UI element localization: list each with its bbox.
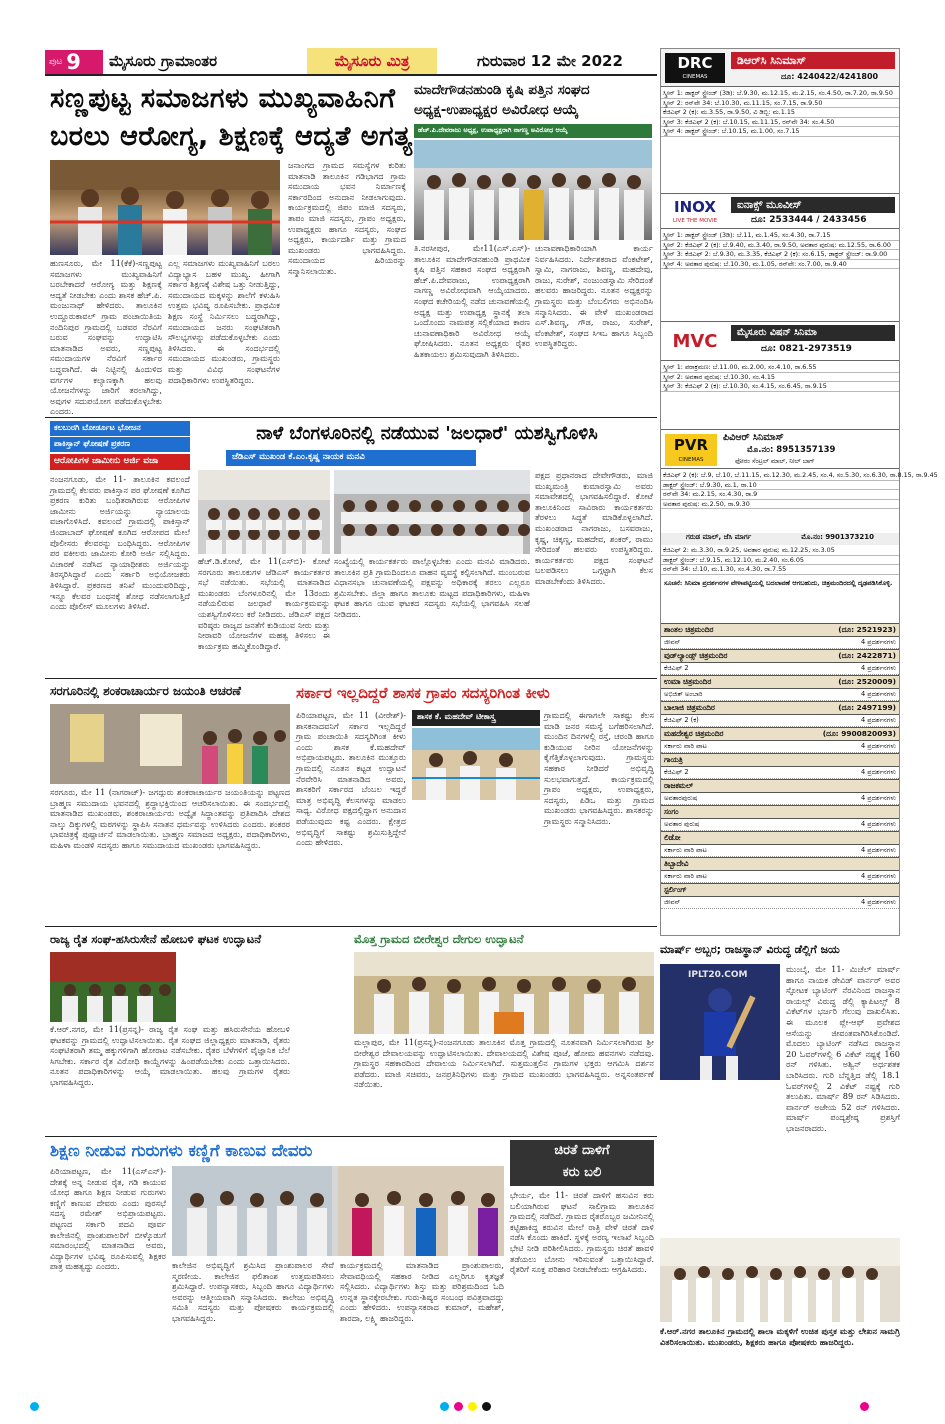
theater-name: ಸ್ಟರ್ಲಿಂಗ್ <box>664 885 687 894</box>
theater-show-row <box>661 871 899 883</box>
story7-headline: ಮೊತ್ತ ಗ್ರಾಮದ ಬೀರೇಶ್ವರ ದೇಗುಲ ಉದ್ಘಾಟನೆ <box>354 932 524 946</box>
inox-logo <box>665 197 725 227</box>
page-number-box <box>45 50 103 74</box>
masthead <box>45 48 657 76</box>
theater-shows: 4 ಪ್ರದರ್ಶನಗಳು <box>860 690 896 698</box>
story1-photo <box>50 160 280 255</box>
story4-photo-illustration <box>50 704 290 784</box>
theater-phone: (ದೂ: 2422871) <box>838 651 896 660</box>
theater-shows: 4 ಪ್ರದರ್ಶನಗಳು <box>860 638 896 646</box>
theater-movie: ಜೀವನ್ <box>664 638 681 646</box>
theater-show-row <box>661 767 899 779</box>
story8-text-c: ಕಾರ್ಯಕ್ರಮದಲ್ಲಿ ಮಾತನಾಡಿದ ಪ್ರಾಂಶುಪಾಲರು, ಸೇವಾವಧಿಯಲ್ಲಿ ಸಹಕಾರ ನೀಡಿದ ಎಲ್ಲರಿಗೂ ಕೃತಜ್ಞತೆ ಸಲ್ಲಿಸಿದರು. ವಿದ್ಯಾರ್ಥಿಗಳು ಶಿಸ್ತು ಮತ್ತು ಪರಿಶ್ರಮದಿಂದ ಓದಿ ಉನ್ನತ ಸ್ಥಾನಕ್ಕೇರಬೇಕು. ಗುರು-ಶಿಷ್ಯರ ಸಂಬಂಧ ಪವಿತ್ರವಾದದ್ದು ಎಂದು ಹೇಳಿದರು. ಉಪನ್ಯಾಸಕರಾದ ಕುಮಾರ್, ಮಹೇಶ್, ಶಾರದಾ, ಲಕ್ಷ್ಮಿ ಹಾಜರಿದ್ದರು. <box>340 1260 504 1323</box>
story2-caption-bar: ಹೆಚ್.ಪಿ.ದೇವರಾಜು ಅಧ್ಯಕ್ಷ, ಉಪಾಧ್ಯಕ್ಷರಾಗಿ ನಾಗಣ್ಣ ಅವಿರೋಧ ಆಯ್ಕೆ <box>414 124 652 138</box>
story10-photo-2 <box>660 1238 900 1322</box>
garuda-schedule <box>661 546 899 576</box>
sidebar-label1: ಕಲಬುರಗಿ ಬೋರ್ಡೂಟ ಭೋಜನ <box>50 421 190 436</box>
theater-movie: ಅವತಾರ ಪುರುಷ <box>664 820 700 828</box>
theater-name: ತಿಬ್ಬಾದೇವಿ <box>664 859 689 868</box>
drc-row: ಸ್ಕ್ರೀನ್ 1: ಡಾಕ್ಟರ್ ಸ್ಟ್ರೇಂಜ್ (3ಡಿ): ಬೆ.9.30, ಮ.12.15, ಮ.2.15, ಸಂ.4.50, ರಾ.7.20, ರಾ.9.50 <box>661 89 899 99</box>
drc-logo <box>665 53 725 83</box>
pvr-logo-text: PVR <box>673 436 709 454</box>
pvr-row: ಡಾಕ್ಟರ್ ಸ್ಟ್ರೇಂಜ್: ಬೆ.9.30, ಮ.1, ರಾ.10 <box>661 481 899 491</box>
divider <box>45 1136 657 1137</box>
drc-header <box>661 49 899 87</box>
theater-show-row <box>661 897 899 909</box>
story4-headline: ಸರಗೂರಿನಲ್ಲಿ ಶಂಕರಾಚಾರ್ಯರ ಜಯಂತಿ ಆಚರಣೆ <box>50 684 241 698</box>
story3-headline: ನಾಳೆ ಬೆಂಗಳೂರಿನಲ್ಲಿ ನಡೆಯುವ 'ಜಲಧಾರೆ' ಯಶಸ್ವಿಗೊಳಿಸಿ <box>256 423 598 444</box>
theater-movie: ಅಭಿಜಿತ್ ಅಂಬಾರಿ <box>664 690 703 698</box>
story10-photo-2-illustration <box>660 1238 900 1322</box>
divider <box>45 926 657 927</box>
theater-name: ರಾಜಕಮಲ್ <box>664 781 694 790</box>
issue-date: ಗುರುವಾರ 12 ಮೇ 2022 <box>477 52 623 70</box>
theater-header <box>661 831 899 845</box>
inox-name: ಐನಾಕ್ಸ್ ಮೂವೀಸ್ <box>731 197 895 213</box>
garuda-row: ರನ್‌ವೇ 34: ಬೆ.10, ಮ.1.30, ಸಂ.4.30, ರಾ.7.55 <box>661 565 899 575</box>
drc-row: ಕೆಜಿಎಫ್ 2 (ಕ): ಮ.3.55, ರಾ.9.50, ವಿ ಡಿಬ್ಬಿ: ಮ.1.15 <box>661 108 899 118</box>
theater-name: ಉಮಾ ಚಿತ್ರಮಂದಿರ <box>664 677 712 686</box>
story7-text: ಮಲ್ಲಾಪುರ, ಮೇ 11(ಪ್ರಸನ್ನ)-ನಂಜನಗೂಡು ತಾಲೂಕಿನ ಮೊತ್ತ ಗ್ರಾಮದಲ್ಲಿ ನೂತನವಾಗಿ ನಿರ್ಮಿಸಲಾಗಿರುವ ಶ್ರೀ ಬೀರೇಶ್ವರ ದೇವಾಲಯವನ್ನು ಉದ್ಘಾಟಿಸಲಾಯಿತು. ದೇವಾಲಯದಲ್ಲಿ ವಿಶೇಷ ಪೂಜೆ, ಹೋಮ ಹವನಗಳು ನಡೆದವು. ಗ್ರಾಮಸ್ಥರ ಸಹಕಾರದಿಂದ ದೇವಾಲಯ ನಿರ್ಮಿಸಲಾಗಿದೆ. ಸುತ್ತಮುತ್ತಲಿನ ಗ್ರಾಮಗಳ ಭಕ್ತರು ಆಗಮಿಸಿ ದರ್ಶನ ಪಡೆದರು. ಮಾಜಿ ಸಚಿವರು, ಜನಪ್ರತಿನಿಧಿಗಳು ಮತ್ತು ಗ್ರಾಮದ ಮುಖಂಡರು ಭಾಗವಹಿಸಿದ್ದರು. ಅನ್ನಸಂತರ್ಪಣೆ ನಡೆಯಿತು. <box>354 1037 654 1090</box>
story5-text-b: ಗ್ರಾಮದಲ್ಲಿ ಈಗಾಗಲೇ ಸಾಕಷ್ಟು ಕೆಲಸ ಮಾಡಿ ಜನರ ಸಮಸ್ಯೆ ಬಗೆಹರಿಸಲಾಗಿದೆ. ಮುಂದಿನ ದಿನಗಳಲ್ಲಿ ರಸ್ತೆ, ಚರಂಡಿ ಹಾಗೂ ಕುಡಿಯುವ ನೀರಿನ ಯೋಜನೆಗಳನ್ನು ಕೈಗೆತ್ತಿಕೊಳ್ಳಲಾಗುವುದು. ಗ್ರಾಮಸ್ಥರು ಸಹಕಾರ ನೀಡಿದರೆ ಅಭಿವೃದ್ಧಿ ಸುಲಭವಾಗುತ್ತದೆ. ಕಾರ್ಯಕ್ರಮದಲ್ಲಿ ಗ್ರಾಪಂ ಅಧ್ಯಕ್ಷರು, ಉಪಾಧ್ಯಕ್ಷರು, ಸದಸ್ಯರು, ಪಿಡಿಒ ಮತ್ತು ಗ್ರಾಮದ ಮುಖಂಡರು ಭಾಗವಹಿಸಿದ್ದರು. ಶಾಸಕರನ್ನು ಗ್ರಾಮಸ್ಥರು ಸನ್ಮಾನಿಸಿದರು. <box>544 710 654 826</box>
inox-row: ಸ್ಕ್ರೀನ್ 3: ಕೆಜಿಎಫ್ 2: ಬೆ.9.30, ಮ.3.35, ಕೆಜಿಎಫ್ 2 (ಕ): ಸಂ.6.15, ಡಾಕ್ಟರ್ ಸ್ಟ್ರೇಂಜ್: ರಾ.9.00 <box>661 250 899 260</box>
story1-text-left: ಹುಣಸೂರು, ಮೇ 11(ಕೆಕೆ)-ಸಣ್ಣಪುಟ್ಟ ಸಮಾಜಗಳು ಮುಖ್ಯವಾಹಿನಿಗೆ ಬರಬೇಕಾದರೆ ಆರೋಗ್ಯ ಮತ್ತು ಶಿಕ್ಷಣಕ್ಕೆ ಆದ್ಯತೆ ನೀಡಬೇಕು ಎಂದು ಶಾಸಕ ಹೆಚ್.ಪಿ. ಮಂಜುನಾಥ್ ಹೇಳಿದರು. ತಾಲೂಕಿನ ಉದ್ದೂರುಕಾವಲ್ ಗ್ರಾಮ ಪಂಚಾಯಿತಿಯ ನಂದಿನಿಪುರ ಗ್ರಾಮದಲ್ಲಿ ಬಡವರ ನೆರವಿಗೆ ಬರುವ ಸಂಘವನ್ನು ಉದ್ಘಾಟಿಸಿ ಮಾತನಾಡಿದ ಅವರು, ಸಣ್ಣಪುಟ್ಟ ಸಮುದಾಯಗಳ ನೆರವಿಗೆ ಸರ್ಕಾರ ಬದ್ಧವಾಗಿದೆ. ಈ ನಿಟ್ಟಿನಲ್ಲಿ ಹಿಂದುಳಿದ ವರ್ಗಗಳ ಕಲ್ಯಾಣಕ್ಕಾಗಿ ಹಲವು ಯೋಜನೆಗಳನ್ನು ಜಾರಿಗೆ ತರಲಾಗಿದ್ದು, ಅವುಗಳ ಸದುಪಯೋಗ ಪಡೆದುಕೊಳ್ಳಬೇಕು ಎಂದರು. <box>50 258 162 417</box>
story3-subhead: ಜೆಡಿಎಸ್ ಮುಖಂಡ ಕೆ.ಎಂ.ಕೃಷ್ಣ ನಾಯಕ ಮನವಿ <box>226 450 476 466</box>
page-label: ಪುಟ <box>49 57 63 67</box>
mvc-row: ಸ್ಕ್ರೀನ್ 3: ಕೆಜಿಎಫ್ 2 (ಕ): ಬೆ.10.30, ಸಂ.4.15, ಸಂ.6.45, ರಾ.9.15 <box>661 382 899 392</box>
theater-movie: ಕೆಜಿಎಫ್ 2 <box>664 768 689 776</box>
theater-list <box>661 623 899 935</box>
story10-text: ಮುಂಬೈ, ಮೇ 11- ಮಿಚೆಲ್ ಮಾರ್ಷ್ ಹಾಗೂ ನಾಯಕ ಡೇವಿಡ್ ವಾರ್ನರ್ ಅವರ ಸ್ಫೋಟಕ ಬ್ಯಾಟಿಂಗ್ ನೆರವಿನಿಂದ ರಾಜಸ್ಥಾನ ರಾಯಲ್ಸ್ ವಿರುದ್ಧ ಡೆಲ್ಲಿ ಕ್ಯಾಪಿಟಲ್ಸ್ 8 ವಿಕೆಟ್‌ಗಳ ಭರ್ಜರಿ ಗೆಲುವು ದಾಖಲಿಸಿತು. ಈ ಮೂಲಕ ಪ್ಲೇ-ಆಫ್ ಪ್ರವೇಶದ ಆಸೆಯನ್ನು ಜೀವಂತವಾಗಿರಿಸಿಕೊಂಡಿದೆ. ಮೊದಲು ಬ್ಯಾಟಿಂಗ್ ನಡೆಸಿದ ರಾಜಸ್ಥಾನ 20 ಓವರ್‌ಗಳಲ್ಲಿ 6 ವಿಕೆಟ್ ನಷ್ಟಕ್ಕೆ 160 ರನ್ ಗಳಿಸಿತು. ಅಶ್ವಿನ್ ಅರ್ಧಶತಕ ಬಾರಿಸಿದರು. ಗುರಿ ಬೆನ್ನತ್ತಿದ ಡೆಲ್ಲಿ 18.1 ಓವರ್‌ಗಳಲ್ಲಿ 2 ವಿಕೆಟ್ ನಷ್ಟಕ್ಕೆ ಗುರಿ ತಲುಪಿತು. ಮಾರ್ಷ್ 89 ರನ್ ಸಿಡಿಸಿದರು. ವಾರ್ನರ್ ಅಜೇಯ 52 ರನ್ ಗಳಿಸಿದರು. ಮಾರ್ಷ್ ಪಂದ್ಯಶ್ರೇಷ್ಠ ಪ್ರಶಸ್ತಿಗೆ ಭಾಜನರಾದರು. <box>786 964 900 1133</box>
garuda-label: ಗರುಡ ಮಾಲ್, ಜೆಸಿ ಮಾರ್ಗ <box>685 533 752 541</box>
story7-photo-illustration <box>354 952 654 1034</box>
theater-movie: ಜೀವನ್ <box>664 898 681 906</box>
garuda-row: ಕೆಜಿಎಫ್ 2: ಮ.3.30, ರಾ.9.25, ಅವತಾರ ಪುರುಷ: ಮ.12.25, ಸಂ.3.05 <box>661 546 899 556</box>
story9-headline-box <box>510 1140 654 1186</box>
drc-logo-text: DRC <box>677 54 713 72</box>
mvc-row: ಸ್ಕ್ರೀನ್ 2: ಅವತಾರ ಪುರುಷ: ಬೆ.10.30, ಸಂ.4.15 <box>661 373 899 383</box>
mvc-name: ಮೈಸೂರು ವಿಷನ್ ಸಿನಿಮಾ <box>731 325 895 341</box>
story9-headline-line1: ಚಿರತೆ ದಾಳಿಗೆ <box>554 1143 610 1158</box>
story3-photo <box>198 470 330 554</box>
mvc-row: ಸ್ಕ್ರೀನ್ 1: ಪರಾಕ್ರಮಣ: ಬೆ.11.00, ಮ.2.00, ಸಂ.4.10, ರಾ.6.55 <box>661 363 899 373</box>
drc-logo-sub: CINEMAS <box>682 74 708 80</box>
sidebar-headline: ಆರೋಪಿಗಳ ಜಾಮೀನು ಅರ್ಜಿ ವಜಾ <box>50 454 190 470</box>
drc-row: ಸ್ಕ್ರೀನ್ 4: ಡಾಕ್ಟರ್ ಸ್ಟ್ರೇಂಜ್: ಬೆ.10.15, ಮ.1.00, ಸಂ.7.15 <box>661 127 899 137</box>
pvr-logo <box>665 434 717 466</box>
theater-header <box>661 805 899 819</box>
theater-name: ಗಾಯತ್ರಿ <box>664 755 683 764</box>
story4-text: ಸರಗೂರು, ಮೇ 11 (ನಾಗರಾಜ್)- ಜಗದ್ಗುರು ಶಂಕರಾಚಾರ್ಯರ ಜಯಂತಿಯನ್ನು ಪಟ್ಟಣದ ಬ್ರಾಹ್ಮಣ ಸಮುದಾಯ ಭವನದಲ್ಲಿ ಶ್ರದ್ಧಾಭಕ್ತಿಯಿಂದ ಆಚರಿಸಲಾಯಿತು. ಈ ಸಂದರ್ಭದಲ್ಲಿ ಮಾತನಾಡಿದ ಮುಖಂಡರು, ಶಂಕರಾಚಾರ್ಯರು ಅದ್ವೈತ ಸಿದ್ಧಾಂತವನ್ನು ಪ್ರತಿಪಾದಿಸಿ ದೇಶದ ನಾಲ್ಕು ದಿಕ್ಕುಗಳಲ್ಲಿ ಮಠಗಳನ್ನು ಸ್ಥಾಪಿಸಿ ಸನಾತನ ಧರ್ಮವನ್ನು ಉಳಿಸಿದರು ಎಂದರು. ಶಂಕರರ ಭಾವಚಿತ್ರಕ್ಕೆ ಪುಷ್ಪಾರ್ಚನೆ ಮಾಡಲಾಯಿತು. ಬ್ರಾಹ್ಮಣ ಸಮಾಜದ ಅಧ್ಯಕ್ಷರು, ಪದಾಧಿಕಾರಿಗಳು, ಮಹಿಳಾ ಮಂಡಳಿ ಸದಸ್ಯರು ಹಾಗೂ ಸಮುದಾಯದ ಮುಖಂಡರು ಭಾಗವಹಿಸಿದ್ದರು. <box>50 787 290 850</box>
theater-shows: 4 ಪ್ರದರ್ಶನಗಳು <box>860 664 896 672</box>
garuda-header <box>661 533 899 545</box>
theater-movie: ಕೆಜಿಎಫ್ 2 (ಕ) <box>664 716 699 724</box>
story10-caption: ಕೆ.ಆರ್.ನಗರ ತಾಲೂಕಿನ ಗ್ರಾಮದಲ್ಲಿ ಶಾಲಾ ಮಕ್ಕಳಿಗೆ ಉಚಿತ ಪುಸ್ತಕ ಮತ್ತು ಲೇಖನ ಸಾಮಗ್ರಿ ವಿತರಿಸಲಾಯಿತು. ಮುಖಂಡರು, ಶಿಕ್ಷಕರು ಹಾಗೂ ಪೋಷಕರು ಹಾಜರಿದ್ದರು. <box>660 1326 900 1347</box>
garuda-row: ಡಾಕ್ಟರ್ ಸ್ಟ್ರೇಂಜ್: ಬೆ.9.15, ಮ.12.10, ಮ.2.40, ಸಂ.6.05 <box>661 556 899 566</box>
drc-schedule <box>661 89 899 193</box>
story7-photo <box>354 952 654 1034</box>
story5-photo-illustration <box>412 728 540 800</box>
story10-photo <box>660 964 780 1080</box>
theater-entries <box>661 623 899 909</box>
theater-phone: (ದೂ: 2521923) <box>838 625 896 634</box>
mvc-schedule <box>661 363 899 427</box>
mvc-header <box>661 321 899 361</box>
pvr-row: ಕೆಜಿಎಫ್ 2 (ಕ): ಬೆ.9, ಬೆ.10, ಬೆ.11.15, ಮ.12.30, ಮ.2.45, ಸಂ.4, ಸಂ.5.30, ಸಂ.6.30, ರಾ.8.15, ರಾ.9.45 <box>663 471 938 479</box>
theater-movie: ಅವತಾರಪುರುಷ <box>664 794 698 802</box>
mvc-phone: ದೂ: 0821-2973519 <box>761 344 852 354</box>
story8-text-b: ಕಾಲೇಜಿನ ಅಭಿವೃದ್ಧಿಗೆ ಶ್ರಮಿಸಿದ ಪ್ರಾಂಶುಪಾಲರ ಸೇವೆ ಸ್ಮರಣೀಯ. ಕಾಲೇಜಿನ ಫಲಿತಾಂಶ ಉತ್ತಮಪಡಿಸಲು ಶ್ರಮಿಸಿದ್ದಾರೆ. ಉಪನ್ಯಾಸಕರು, ಸಿಬ್ಬಂದಿ ಹಾಗೂ ವಿದ್ಯಾರ್ಥಿಗಳು ಅವರನ್ನು ಆತ್ಮೀಯವಾಗಿ ಸನ್ಮಾನಿಸಿದರು. ಕಾಲೇಜು ಅಭಿವೃದ್ಧಿ ಸಮಿತಿ ಸದಸ್ಯರು ಮತ್ತು ಪೋಷಕರು ಕಾರ್ಯಕ್ರಮದಲ್ಲಿ ಭಾಗವಹಿಸಿದ್ದರು. <box>172 1260 334 1323</box>
theater-phone: (ದೂ: 2520009) <box>838 677 896 686</box>
theater-shows: 4 ಪ್ರದರ್ಶನಗಳು <box>860 794 896 802</box>
theater-show-row <box>661 819 899 831</box>
registration-mark <box>860 1402 869 1411</box>
cinema-column <box>660 48 938 936</box>
pvr-logo-sub: CINEMAS <box>678 457 704 463</box>
story2-text-left: ತಿ.ನರಸೀಪುರ, ಮೇ11(ಎಸ್.ಎಸ್)- ತಾಲೂಕಿನ ಮಾದೇಗೌಡನಹುಂಡಿ ಪ್ರಾಥಮಿಕ ಕೃಷಿ ಪತ್ತಿನ ಸಹಕಾರ ಸಂಘದ ಅಧ್ಯಕ್ಷರಾಗಿ ಹೆಚ್.ಪಿ.ದೇವರಾಜು, ಉಪಾಧ್ಯಕ್ಷರಾಗಿ ನಾಗಣ್ಣ ಅವಿರೋಧವಾಗಿ ಆಯ್ಕೆಯಾದರು. ಸಂಘದ ಕಚೇರಿಯಲ್ಲಿ ನಡೆದ ಚುನಾವಣೆಯಲ್ಲಿ ಅಧ್ಯಕ್ಷ ಮತ್ತು ಉಪಾಧ್ಯಕ್ಷ ಸ್ಥಾನಕ್ಕೆ ತಲಾ ಒಂದೊಂದು ನಾಮಪತ್ರ ಸಲ್ಲಿಕೆಯಾದ ಕಾರಣ ಚುನಾವಣಾಧಿಕಾರಿ ಅವಿರೋಧ ಆಯ್ಕೆ ಘೋಷಿಸಿದರು. ನೂತನ ಅಧ್ಯಕ್ಷರು ರೈತರ ಹಿತಕಾಯಲು ಶ್ರಮಿಸುವುದಾಗಿ ತಿಳಿಸಿದರು. <box>414 243 530 359</box>
story5-headline: ಸರ್ಕಾರ ಇಲ್ಲದಿದ್ದರೆ ಶಾಸಕ ಗ್ರಾಪಂ ಸದಸ್ಯರಿಗಿಂತ ಕೀಳು <box>296 684 550 702</box>
story8-photo <box>172 1166 504 1256</box>
story10-headline: ಮಾರ್ಷ್ ಅಬ್ಬರ; ರಾಜಸ್ಥಾನ್ ವಿರುದ್ಧ ಡೆಲ್ಲಿಗೆ ಜಯ <box>660 943 840 956</box>
theater-name: ಸಂಗಂ <box>664 807 679 816</box>
theater-show-row <box>661 637 899 649</box>
drc-phone: ದೂ: 4240422/4241800 <box>781 72 879 81</box>
story6-photo <box>50 952 176 1022</box>
drc-name: ಡಿಆರ್‌ಸಿ ಸಿನಿಮಾಸ್ <box>731 52 895 69</box>
theater-header <box>661 753 899 767</box>
pvr-header <box>661 429 899 469</box>
theater-movie: ಸರ್ಕಾರು ವಾರಿ ಪಾಟ <box>664 846 707 854</box>
story1-text-mid: ಎಲ್ಲ ಸಮಾಜಗಳು ಮುಖ್ಯವಾಹಿನಿಗೆ ಬರಲು ವಿದ್ಯಾಭ್ಯಾಸ ಬಹಳ ಮುಖ್ಯ. ಹೀಗಾಗಿ ಸರ್ಕಾರ ಶಿಕ್ಷಣಕ್ಕೆ ವಿಶೇಷ ಒತ್ತು ನೀಡುತ್ತಿದ್ದು, ಸಮುದಾಯದ ಮಕ್ಕಳನ್ನು ಶಾಲೆಗೆ ಕಳುಹಿಸಿ ಉತ್ತಮ ಭವಿಷ್ಯ ರೂಪಿಸಬೇಕು. ಪ್ರಾಥಮಿಕ ಶಿಕ್ಷಣ ಸಂಸ್ಥೆ ನಿರ್ಮಿಸಲು ಬದ್ಧರಾಗಿದ್ದು, ಸಮುದಾಯದ ಜನರು ಸಂಘಟಿತರಾಗಿ ಸೌಲಭ್ಯಗಳನ್ನು ಪಡೆದುಕೊಳ್ಳಬೇಕು ಎಂದು ತಿಳಿಸಿದರು. ಈ ಸಂದರ್ಭದಲ್ಲಿ ಸಮುದಾಯದ ಮುಖಂಡರು, ಗ್ರಾಮಸ್ಥರು ಮತ್ತು ವಿವಿಧ ಸಂಘಟನೆಗಳ ಪದಾಧಿಕಾರಿಗಳು ಉಪಸ್ಥಿತರಿದ್ದರು. <box>168 258 280 385</box>
story1-text-right: ಜನಾಂಗದ ಗ್ರಾಮದ ಸಮಸ್ಯೆಗಳ ಕುರಿತು ಮಾತನಾಡಿ ತಾಲೂಕಿನ ಗಡಿಭಾಗದ ಗ್ರಾಮ ಸಮುದಾಯ ಭವನ ನಿರ್ಮಾಣಕ್ಕೆ ಸರ್ಕಾರದಿಂದ ಅನುದಾನ ನೀಡಲಾಗುವುದು. ಕಾರ್ಯಕ್ರಮದಲ್ಲಿ ಜಿಪಂ ಮಾಜಿ ಸದಸ್ಯರು, ತಾಪಂ ಮಾಜಿ ಸದಸ್ಯರು, ಗ್ರಾಪಂ ಅಧ್ಯಕ್ಷರು, ಉಪಾಧ್ಯಕ್ಷರು ಹಾಗೂ ಸದಸ್ಯರು, ಸಂಘದ ಅಧ್ಯಕ್ಷರು, ಕಾರ್ಯದರ್ಶಿ ಮತ್ತು ಗ್ರಾಮದ ಮುಖಂಡರು ಭಾಗವಹಿಸಿದ್ದರು. ಸಮುದಾಯದ ಹಿರಿಯರನ್ನು ಸನ್ಮಾನಿಸಲಾಯಿತು. <box>288 160 406 276</box>
theater-shows: 4 ಪ್ರದರ್ಶನಗಳು <box>860 742 896 750</box>
theater-shows: 4 ಪ್ರದರ್ಶನಗಳು <box>860 872 896 880</box>
theater-name: ಬಾಲಾಜಿ ಚಿತ್ರಮಂದಿರ <box>664 703 715 712</box>
story6-text: ಕೆ.ಆರ್.ನಗರ, ಮೇ 11(ಪ್ರಸನ್ನ)- ರಾಜ್ಯ ರೈತ ಸಂಘ ಮತ್ತು ಹಸಿರುಸೇನೆಯ ಹೋಬಳಿ ಘಟಕವನ್ನು ಗ್ರಾಮದಲ್ಲಿ ಉದ್ಘಾಟಿಸಲಾಯಿತು. ರೈತ ಸಂಘದ ಜಿಲ್ಲಾಧ್ಯಕ್ಷರು ಮಾತನಾಡಿ, ರೈತರು ಸಂಘಟಿತರಾಗಿ ತಮ್ಮ ಹಕ್ಕುಗಳಿಗಾಗಿ ಹೋರಾಟ ನಡೆಸಬೇಕು. ರೈತರ ಬೆಳೆಗಳಿಗೆ ವೈಜ್ಞಾನಿಕ ಬೆಲೆ ಸಿಗಬೇಕು. ಸರ್ಕಾರ ರೈತ ವಿರೋಧಿ ಕಾಯ್ದೆಗಳನ್ನು ಹಿಂಪಡೆಯಬೇಕು ಎಂದು ಒತ್ತಾಯಿಸಿದರು. ನೂತನ ಪದಾಧಿಕಾರಿಗಳನ್ನು ಆಯ್ಕೆ ಮಾಡಲಾಯಿತು. ಹಲವು ಗ್ರಾಮಗಳ ರೈತರು ಭಾಗವಹಿಸಿದ್ದರು. <box>50 1024 290 1087</box>
theater-header <box>661 675 899 689</box>
story10-photo-illustration <box>660 964 780 1080</box>
inox-row: ಸ್ಕ್ರೀನ್ 1: ಡಾಕ್ಟರ್ ಸ್ಟ್ರೇಂಜ್ (3ಡಿ): ಬೆ.11, ಮ.1.45, ಸಂ.4.30, ರಾ.7.15 <box>661 231 899 241</box>
inox-logo-text: INOX <box>674 198 716 216</box>
mvc-logo: MVC <box>672 331 718 352</box>
theater-header <box>661 779 899 793</box>
story2-text-right: ಚುನಾವಣಾಧಿಕಾರಿಯಾಗಿ ಕಾರ್ಯ ನಿರ್ವಹಿಸಿದರು. ನಿರ್ದೇಶಕರಾದ ವೆಂಕಟೇಶ್, ಸ್ವಾಮಿ, ನಾಗರಾಜು, ಶಿವಣ್ಣ, ಮಹದೇವು, ರಾಜು, ಸುರೇಶ್, ನಂಜುಂಡಸ್ವಾಮಿ ಸೇರಿದಂತೆ ಹಲವರು ಹಾಜರಿದ್ದರು. ನೂತನ ಅಧ್ಯಕ್ಷರನ್ನು ಗ್ರಾಮಸ್ಥರು ಮತ್ತು ಬೆಂಬಲಿಗರು ಅಭಿನಂದಿಸಿ ಸನ್ಮಾನಿಸಿದರು. ಈ ವೇಳೆ ಮುಖಂಡರಾದ ಎಸ್.ಶಿವಣ್ಣ, ಗೌಡ, ರಾಜು, ಸುರೇಶ್, ವೆಂಕಟೇಶ್, ಸಂಘದ ಸಿಇಒ ಹಾಗೂ ಸಿಬ್ಬಂದಿ ಉಪಸ್ಥಿತರಿದ್ದರು. <box>535 243 653 349</box>
theater-header <box>661 883 899 897</box>
theater-name: ಶಾಂತಲ ಚಿತ್ರಮಂದಿರ <box>664 625 714 634</box>
story2-headline-line1: ಮಾದೇಗೌಡನಹುಂಡಿ ಕೃಷಿ ಪತ್ತಿನ ಸಂಘದ <box>414 82 590 98</box>
story6-headline: ರಾಜ್ಯ ರೈತ ಸಂಘ-ಹಸಿರುಸೇನೆ ಹೋಬಳಿ ಘಟಕ ಉದ್ಘಾಟನೆ <box>50 932 262 946</box>
story1-headline-line1: ಸಣ್ಣಪುಟ್ಟ ಸಮಾಜಗಳು ಮುಖ್ಯವಾಹಿನಿಗೆ <box>50 83 396 114</box>
theater-header <box>661 623 899 637</box>
story5-photo <box>412 728 540 800</box>
garuda-phone: ಮೊ.ನಂ: 9901373210 <box>801 533 875 541</box>
story3-photo-illustration <box>198 470 330 554</box>
theater-movie: ಕೆಜಿಎಫ್ 2 <box>664 664 689 672</box>
story3-photo-2-illustration <box>334 470 530 554</box>
registration-mark <box>468 1402 477 1411</box>
theater-shows: 4 ಪ್ರದರ್ಶನಗಳು <box>860 820 896 828</box>
story2-photo <box>414 140 652 240</box>
theater-show-row <box>661 663 899 675</box>
inox-schedule <box>661 231 899 321</box>
theater-shows: 4 ಪ್ರದರ್ಶನಗಳು <box>860 716 896 724</box>
pvr-row: ಅವತಾರ ಪುರುಷ: ಮ.2.50, ರಾ.9.30 <box>661 500 899 510</box>
story5-text-a: ಪಿರಿಯಾಪಟ್ಟಣ, ಮೇ 11 (ವೀರೇಶ್)- ಶಾಸಕನಾದವನಿಗೆ ಸರ್ಕಾರ ಇಲ್ಲದಿದ್ದರೆ ಗ್ರಾಮ ಪಂಚಾಯಿತಿ ಸದಸ್ಯರಿಗಿಂತ ಕೀಳು ಎಂದು ಶಾಸಕ ಕೆ.ಮಹದೇವ್ ಅಭಿಪ್ರಾಯಪಟ್ಟರು. ತಾಲೂಕಿನ ಮುತ್ತೂರು ಗ್ರಾಮದಲ್ಲಿ ನೂತನ ಕಟ್ಟಡ ಉದ್ಘಾಟನೆ ನೆರವೇರಿಸಿ ಮಾತನಾಡಿದ ಅವರು, ಶಾಸಕರಿಗೆ ಸರ್ಕಾರದ ಬೆಂಬಲ ಇದ್ದರೆ ಮಾತ್ರ ಅಭಿವೃದ್ಧಿ ಕೆಲಸಗಳನ್ನು ಮಾಡಲು ಸಾಧ್ಯ. ವಿರೋಧ ಪಕ್ಷದಲ್ಲಿದ್ದಾಗ ಅನುದಾನ ಪಡೆಯುವುದು ಕಷ್ಟ ಎಂದರು. ಕ್ಷೇತ್ರದ ಅಭಿವೃದ್ಧಿಗೆ ಸಾಕಷ್ಟು ಶ್ರಮಿಸುತ್ತಿದ್ದೇನೆ ಎಂದು ಹೇಳಿದರು. <box>296 710 406 848</box>
story9-headline-line2: ಕರು ಬಲಿ <box>562 1165 602 1180</box>
sidebar-text: ನಂಜನಗೂಡು, ಮೇ 11- ತಾಲೂಕಿನ ಕವಲಂದೆ ಗ್ರಾಮದಲ್ಲಿ ಕೆಲವರು ಪಾಕಿಸ್ತಾನ ಪರ ಘೋಷಣೆ ಕೂಗಿದ ಪ್ರಕರಣ ಕುರಿತು ಬಂಧಿತರಾಗಿರುವ ಆರೋಪಿಗಳ ಜಾಮೀನು ಅರ್ಜಿಯನ್ನು ನ್ಯಾಯಾಲಯ ವಜಾಗೊಳಿಸಿದೆ. ಕವಲಂದೆ ಗ್ರಾಮದಲ್ಲಿ ಪಾಕಿಸ್ತಾನ್ ಜಿಂದಾಬಾದ್ ಘೋಷಣೆ ಕೂಗಿದ ಆರೋಪದ ಮೇಲೆ ಪೊಲೀಸರು ಕೆಲವರನ್ನು ಬಂಧಿಸಿದ್ದರು. ಆರೋಪಿಗಳ ಪರ ವಕೀಲರು ಜಾಮೀನು ಕೋರಿ ಅರ್ಜಿ ಸಲ್ಲಿಸಿದ್ದರು. ವಿಚಾರಣೆ ನಡೆಸಿದ ನ್ಯಾಯಾಧೀಶರು ಅರ್ಜಿಯನ್ನು ತಿರಸ್ಕರಿಸಿದ್ದಾರೆ ಎಂದು ಸರ್ಕಾರಿ ಅಭಿಯೋಜಕರು ತಿಳಿಸಿದ್ದಾರೆ. ಪ್ರಕರಣದ ತನಿಖೆ ಮುಂದುವರಿದಿದ್ದು, ಇನ್ನೂ ಕೆಲವರ ಬಂಧನಕ್ಕೆ ಶೋಧ ನಡೆಸಲಾಗುತ್ತಿದೆ ಎಂದು ಪೊಲೀಸ್ ಮೂಲಗಳು ತಿಳಿಸಿವೆ. <box>50 474 190 612</box>
theater-movie: ಸರ್ಕಾರು ವಾರಿ ಪಾಟ <box>664 872 707 880</box>
story2-headline-line2: ಅಧ್ಯಕ್ಷ-ಉಪಾಧ್ಯಕ್ಷರ ಅವಿರೋಧ ಆಯ್ಕೆ <box>414 102 579 118</box>
theater-header <box>661 727 899 741</box>
inox-row: ಸ್ಕ್ರೀನ್ 2: ಕೆಜಿಎಫ್ 2 (ಕ): ಬೆ.9.40, ಮ.3.40, ರಾ.9.50, ಅವತಾರ ಪುರುಷ: ಮ.12.55, ರಾ.6.00 <box>661 241 899 251</box>
pvr-address: ಫೋರಂ ಸೆಂಟ್ರಲ್ ಮಾಲ್, ನೀಲ್ ಬಾಗ್ <box>735 458 815 465</box>
story3-text-a: ಹೆಚ್.ಡಿ.ಕೋಟೆ, ಮೇ 11(ಎಸ್‌ಬಿ)- ಕೋಟೆ ಸರಗೂರು ತಾಲೂಕುಗಳ ಜೆಡಿಎಸ್ ಕಾರ್ಯಕರ್ತರ ಸಭೆ ನಡೆಯಿತು. ಸಭೆಯಲ್ಲಿ ಮಾತನಾಡಿದ ಮುಖಂಡರು ಬೆಂಗಳೂರಿನಲ್ಲಿ ಮೇ 13ರಂದು ನಡೆಯಲಿರುವ ಜಲಧಾರೆ ಕಾರ್ಯಕ್ರಮವನ್ನು ಯಶಸ್ವಿಗೊಳಿಸಲು ಕರೆ ನೀಡಿದರು. ಜೆಡಿಎಸ್ ಪಕ್ಷದ ವರಿಷ್ಠರು ರಾಜ್ಯದ ಜನತೆಗೆ ಕುಡಿಯುವ ನೀರು ಮತ್ತು ನೀರಾವರಿ ಯೋಜನೆಗಳ ಮಹತ್ವ ತಿಳಿಸಲು ಈ ಕಾರ್ಯಕ್ರಮ ಹಮ್ಮಿಕೊಂಡಿದ್ದಾರೆ. <box>198 556 330 651</box>
ipl-watermark: IPLT20.COM <box>688 970 748 980</box>
theater-header <box>661 701 899 715</box>
registration-mark <box>440 1402 449 1411</box>
theater-show-row <box>661 845 899 857</box>
page-number: 9 <box>66 50 81 74</box>
theater-shows: 4 ಪ್ರದರ್ಶನಗಳು <box>860 846 896 854</box>
story4-photo <box>50 704 290 784</box>
story8-headline: ಶಿಕ್ಷಣ ನೀಡುವ ಗುರುಗಳು ಕಣ್ಣಿಗೆ ಕಾಣುವ ದೇವರು <box>50 1141 313 1160</box>
inox-phone: ದೂ: 2533444 / 2433456 <box>751 215 867 225</box>
divider <box>45 678 657 679</box>
story9-text: ಭೇರ್ಯ, ಮೇ 11- ಚಿರತೆ ದಾಳಿಗೆ ಹಸುವಿನ ಕರು ಬಲಿಯಾಗಿರುವ ಘಟನೆ ಸಾಲಿಗ್ರಾಮ ತಾಲೂಕಿನ ಗ್ರಾಮದಲ್ಲಿ ನಡೆದಿದೆ. ಗ್ರಾಮದ ರೈತರೊಬ್ಬರ ಜಮೀನಿನಲ್ಲಿ ಕಟ್ಟಿಹಾಕಿದ್ದ ಕರುವಿನ ಮೇಲೆ ರಾತ್ರಿ ವೇಳೆ ಚಿರತೆ ದಾಳಿ ನಡೆಸಿ ಕೊಂದು ಹಾಕಿದೆ. ಸ್ಥಳಕ್ಕೆ ಅರಣ್ಯ ಇಲಾಖೆ ಸಿಬ್ಬಂದಿ ಭೇಟಿ ನೀಡಿ ಪರಿಶೀಲಿಸಿದರು. ಗ್ರಾಮಸ್ಥರು ಚಿರತೆ ಹಾವಳಿ ತಡೆಯಲು ಬೋನು ಇರಿಸುವಂತೆ ಒತ್ತಾಯಿಸಿದ್ದಾರೆ. ರೈತರಿಗೆ ಸೂಕ್ತ ಪರಿಹಾರ ನೀಡಬೇಕೆಂದು ಆಗ್ರಹಿಸಿದರು. <box>510 1190 654 1275</box>
registration-mark <box>482 1402 491 1411</box>
pvr-phone: ಮೊ.ನಂ: 8951357139 <box>747 445 836 455</box>
section-title: ಮೈಸೂರು ಗ್ರಾಮಾಂತರ <box>109 52 218 70</box>
theater-show-row <box>661 715 899 727</box>
story3-photo-2 <box>334 470 530 554</box>
story3-text-c: ಪಕ್ಷದ ಪ್ರಧಾನರಾದ ದೇವೇಗೌಡರು, ಮಾಜಿ ಮುಖ್ಯಮಂತ್ರಿ ಕುಮಾರಸ್ವಾಮಿ ಅವರು ಸಮಾವೇಶದಲ್ಲಿ ಭಾಗವಹಿಸಲಿದ್ದಾರೆ. ಕೋಟೆ ತಾಲೂಕಿನಿಂದ ಸಾವಿರಾರು ಕಾರ್ಯಕರ್ತರು ತೆರಳಲು ಸಿದ್ಧತೆ ಮಾಡಿಕೊಳ್ಳಲಾಗಿದೆ. ಮುಖಂಡರಾದ ನಾಗರಾಜು, ಬಸವರಾಜು, ಕೃಷ್ಣ, ಚಿಕ್ಕಣ್ಣ, ಮಹದೇವ, ಶಂಕರ್, ರಾಮು ಸೇರಿದಂತೆ ಹಲವರು ಉಪಸ್ಥಿತರಿದ್ದರು. ಕಾರ್ಯಕರ್ತರು ಪಕ್ಷದ ಸಂಘಟನೆ ಬಲಪಡಿಸಲು ಒಗ್ಗಟ್ಟಾಗಿ ಕೆಲಸ ಮಾಡಬೇಕೆಂದು ತಿಳಿಸಿದರು. <box>535 470 653 586</box>
theater-name: ಲಿಡೋ <box>664 833 681 842</box>
drc-row: ಸ್ಕ್ರೀನ್ 2: ರನ್‌ವೇ 34: ಬೆ.10.30, ಮ.11.15, ಸಂ.7.15, ರಾ.9.50 <box>661 99 899 109</box>
drc-row: ಸ್ಕ್ರೀನ್ 3: ಕೆಜಿಎಫ್ 2 (ಕ): ಬೆ.10.15, ಮ.11.15, ರನ್‌ವೇ 34: ಸಂ.4.50 <box>661 118 899 128</box>
inox-row: ಸ್ಕ್ರೀನ್ 4: ಅವತಾರ ಪುರುಷ: ಬೆ.10.30, ಮ.1.05, ರನ್‌ವೇ: ಸಂ.7.00, ರಾ.9.40 <box>661 260 899 270</box>
divider <box>45 417 657 418</box>
story2-photo-illustration <box>414 140 652 240</box>
story5-label: ಶಾಸಕ ಕೆ. ಮಹದೇವ್ ಟೀಕಾಸ್ತ್ರ <box>412 710 540 726</box>
inox-header <box>661 193 899 229</box>
story8-photo-illustration <box>172 1166 504 1256</box>
story6-photo-illustration <box>50 952 176 1022</box>
theater-phone: (ದೂ: 2497199) <box>838 703 896 712</box>
theater-show-row <box>661 741 899 753</box>
pvr-name: ಪಿವಿಆರ್ ಸಿನಿಮಾಸ್ <box>723 432 784 443</box>
story3-text-b: ಸಂಖ್ಯೆಯಲ್ಲಿ ಕಾರ್ಯಕರ್ತರು ಪಾಲ್ಗೊಳ್ಳಬೇಕು ಎಂದು ಮನವಿ ಮಾಡಿದರು. ತಾಲೂಕಿನ ಪ್ರತಿ ಗ್ರಾಮದಿಂದಲೂ ವಾಹನ ವ್ಯವಸ್ಥೆ ಕಲ್ಪಿಸಲಾಗಿದೆ. ಮುಂಬರುವ ವಿಧಾನಸಭಾ ಚುನಾವಣೆಯಲ್ಲಿ ಪಕ್ಷವನ್ನು ಅಧಿಕಾರಕ್ಕೆ ತರಲು ಎಲ್ಲರೂ ಶ್ರಮಿಸಬೇಕು. ಜಿಲ್ಲಾ ಹಾಗೂ ತಾಲೂಕು ಮಟ್ಟದ ಪದಾಧಿಕಾರಿಗಳು, ಮಹಿಳಾ ಘಟಕ ಹಾಗೂ ಯುವ ಘಟಕದ ಸದಸ್ಯರು ಸಭೆಯಲ್ಲಿ ಭಾಗವಹಿಸಿ ಸಲಹೆ ನೀಡಿದರು. <box>334 556 530 619</box>
theater-header <box>661 649 899 663</box>
theater-show-row <box>661 689 899 701</box>
inox-tagline: LIVE THE MOVIE <box>672 218 718 224</box>
story1-photo-illustration <box>50 160 280 255</box>
story2-headline <box>414 80 652 124</box>
theater-shows: 4 ಪ್ರದರ್ಶನಗಳು <box>860 898 896 906</box>
story8-text-a: ಪಿರಿಯಾಪಟ್ಟಣ, ಮೇ 11(ಎಸ್‌ಎನ್)- ದೇಶಕ್ಕೆ ಅನ್ನ ನೀಡುವ ರೈತ, ಗಡಿ ಕಾಯುವ ಯೋಧ ಹಾಗೂ ಶಿಕ್ಷಣ ನೀಡುವ ಗುರುಗಳು ಕಣ್ಣಿಗೆ ಕಾಣುವ ದೇವರು ಎಂದು ಪುರಸಭೆ ಸದಸ್ಯ ರಮೇಶ್ ಅಭಿಪ್ರಾಯಪಟ್ಟರು. ಪಟ್ಟಣದ ಸರ್ಕಾರಿ ಪದವಿ ಪೂರ್ವ ಕಾಲೇಜಿನಲ್ಲಿ ಪ್ರಾಂಶುಪಾಲರಿಗೆ ಬೀಳ್ಕೊಡುಗೆ ಸಮಾರಂಭದಲ್ಲಿ ಮಾತನಾಡಿದ ಅವರು, ವಿದ್ಯಾರ್ಥಿಗಳ ಭವಿಷ್ಯ ರೂಪಿಸುವಲ್ಲಿ ಶಿಕ್ಷಕರ ಪಾತ್ರ ಮಹತ್ವದ್ದು ಎಂದರು. <box>50 1166 166 1272</box>
sidebar-label2: ಪಾಕಿಸ್ತಾನ್ ಘೋಷಣೆ ಪ್ರಕರಣ <box>50 437 190 452</box>
pvr-schedule <box>661 471 938 533</box>
pvr-row: ರನ್‌ವೇ 34: ಮ.2.15, ಸಂ.4.30, ರಾ.9 <box>661 490 899 500</box>
theater-header <box>661 857 899 871</box>
story1-headline-line2: ಬರಲು ಆರೋಗ್ಯ, ಶಿಕ್ಷಣಕ್ಕೆ ಆದ್ಯತೆ ಅಗತ್ಯ <box>50 121 413 152</box>
theater-name: ಮಹದೇಶ್ವರ ಚಿತ್ರಮಂದಿರ <box>664 729 724 738</box>
cinema-note: ಸೂಚನೆ: ಸಿನಿಮಾ ಪ್ರದರ್ಶನಗಳ ವೇಳಾಪಟ್ಟಿಯಲ್ಲಿ ಬದಲಾವಣೆ ಆಗಬಹುದು, ಚಿತ್ರಮಂದಿರದಲ್ಲಿ ದೃಢಪಡಿಸಿಕೊಳ್ಳಿ. <box>664 579 893 587</box>
theater-movie: ಸರ್ಕಾರು ವಾರಿ ಪಾಟ <box>664 742 707 750</box>
registration-mark <box>30 1402 39 1411</box>
paper-name: ಮೈಸೂರು ಮಿತ್ರ <box>307 48 437 74</box>
registration-mark <box>454 1402 463 1411</box>
theater-shows: 4 ಪ್ರದರ್ಶನಗಳು <box>860 768 896 776</box>
theater-show-row <box>661 793 899 805</box>
theater-phone: (ದೂ: 9900820093) <box>822 729 896 738</box>
theater-name: ವುಡ್‌ಲ್ಯಾಂಡ್ಸ್ ಚಿತ್ರಮಂದಿರ <box>664 651 728 660</box>
